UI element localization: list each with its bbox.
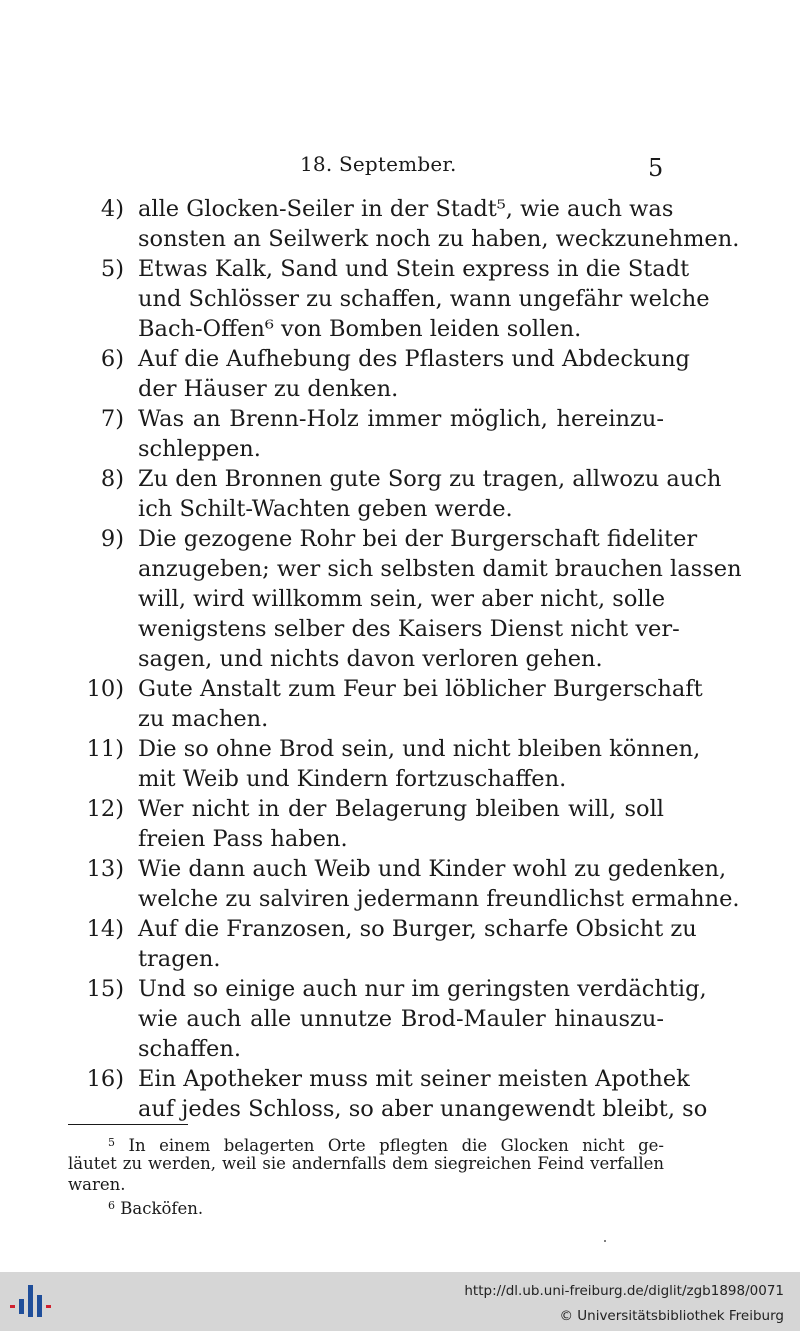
list-item	[0, 854, 800, 914]
text-line: freien Pass haben.	[138, 826, 348, 852]
text-line: zu machen.	[138, 706, 269, 732]
text-line: anzugeben; wer sich selbsten damit brauchen lassen	[138, 556, 742, 582]
scan-speck	[604, 1240, 606, 1242]
running-title: 18. September.	[300, 152, 457, 176]
item-number: 13)	[86, 856, 124, 882]
text-line: Gute Anstalt zum Feur bei löblicher Burgerschaft	[138, 676, 703, 702]
text-line: Was an Brenn-Holz immer möglich, hereinzu-	[138, 406, 664, 432]
numbered-list	[0, 194, 800, 1124]
text-line: Zu den Bronnen gute Sorg zu tragen, allwozu auch	[138, 466, 722, 492]
text-line: Ein Apotheker muss mit seiner meisten Apothek	[138, 1066, 690, 1092]
list-item	[0, 734, 800, 794]
footnote-line: läutet zu werden, weil sie andernfalls dem siegreichen Feind verfallen	[68, 1154, 664, 1173]
list-item	[0, 674, 800, 734]
text-line: schleppen.	[138, 436, 261, 462]
text-line: und Schlösser zu schaffen, wann ungefähr welche	[138, 286, 710, 312]
footnote-mark: 5	[108, 1136, 115, 1149]
text-line: auf jedes Schloss, so aber unangewendt bleibt, so	[138, 1096, 708, 1122]
text-line: wenigstens selber des Kaisers Dienst nicht ver-	[138, 616, 680, 642]
text-line: Wer nicht in der Belagerung bleiben will, soll	[138, 796, 664, 822]
item-number: 11)	[86, 736, 124, 762]
text-line: alle Glocken-Seiler in der Stadt⁵, wie auch was	[138, 196, 674, 222]
item-number: 10)	[86, 676, 124, 702]
item-number: 15)	[86, 976, 124, 1002]
text-line: tragen.	[138, 946, 221, 972]
list-item	[0, 974, 800, 1064]
text-line: sonsten an Seilwerk noch zu haben, weckzunehmen.	[138, 226, 740, 252]
list-item	[0, 404, 800, 464]
item-number: 4)	[100, 196, 124, 222]
item-number: 9)	[100, 526, 124, 552]
footnote-text: Backöfen.	[120, 1199, 204, 1218]
footnote-text: In einem belagerten Orte pflegten die Glocken nicht ge-	[128, 1136, 664, 1155]
text-line: Auf die Franzosen, so Burger, scharfe Obsicht zu	[138, 916, 697, 942]
text-line: wie auch alle unnutze Brod-Mauler hinauszu-	[138, 1006, 664, 1032]
text-line: Die so ohne Brod sein, und nicht bleiben können,	[138, 736, 701, 762]
viewer-footer-bar	[0, 1272, 800, 1331]
list-item	[0, 794, 800, 854]
ub-freiburg-logo-icon[interactable]	[10, 1281, 54, 1323]
copyright-notice: © Universitätsbibliothek Freiburg	[559, 1308, 784, 1324]
text-line: mit Weib und Kindern fortzuschaffen.	[138, 766, 567, 792]
text-line: Und so einige auch nur im geringsten verdächtig,	[138, 976, 707, 1002]
list-item	[0, 524, 800, 674]
text-line: Bach-Offen⁶ von Bomben leiden sollen.	[138, 316, 582, 342]
list-item	[0, 194, 800, 254]
text-line: schaffen.	[138, 1036, 241, 1062]
item-number: 14)	[86, 916, 124, 942]
item-number: 8)	[100, 466, 124, 492]
list-item	[0, 1064, 800, 1124]
list-item	[0, 254, 800, 344]
permalink-url[interactable]: http://dl.ub.uni-freiburg.de/diglit/zgb1898/0071	[464, 1283, 784, 1299]
item-number: 16)	[86, 1066, 124, 1092]
item-number: 6)	[100, 346, 124, 372]
text-line: Wie dann auch Weib und Kinder wohl zu gedenken,	[138, 856, 727, 882]
text-line: Auf die Aufhebung des Pflasters und Abdeckung	[138, 346, 690, 372]
list-item	[0, 344, 800, 404]
footnote-line	[68, 1132, 664, 1153]
footnote-mark: 6	[108, 1199, 115, 1212]
text-line: sagen, und nichts davon verloren gehen.	[138, 646, 603, 672]
footnote-line	[68, 1195, 664, 1216]
list-item	[0, 914, 800, 974]
text-line: ich Schilt-Wachten geben werde.	[138, 496, 513, 522]
item-number: 12)	[86, 796, 124, 822]
text-line: Die gezogene Rohr bei der Burgerschaft fideliter	[138, 526, 698, 552]
text-line: welche zu salviren jedermann freundlichst ermahne.	[138, 886, 740, 912]
footnote-line: waren.	[68, 1175, 126, 1194]
text-line: will, wird willkomm sein, wer aber nicht, solle	[138, 586, 666, 612]
item-number: 5)	[100, 256, 124, 282]
running-head	[0, 152, 800, 182]
text-line: Etwas Kalk, Sand und Stein express in die Stadt	[138, 256, 690, 282]
list-item	[0, 464, 800, 524]
footnote-divider	[68, 1124, 188, 1125]
item-number: 7)	[100, 406, 124, 432]
footnotes	[68, 1132, 664, 1216]
page-number: 5	[648, 154, 664, 182]
text-line: der Häuser zu denken.	[138, 376, 399, 402]
